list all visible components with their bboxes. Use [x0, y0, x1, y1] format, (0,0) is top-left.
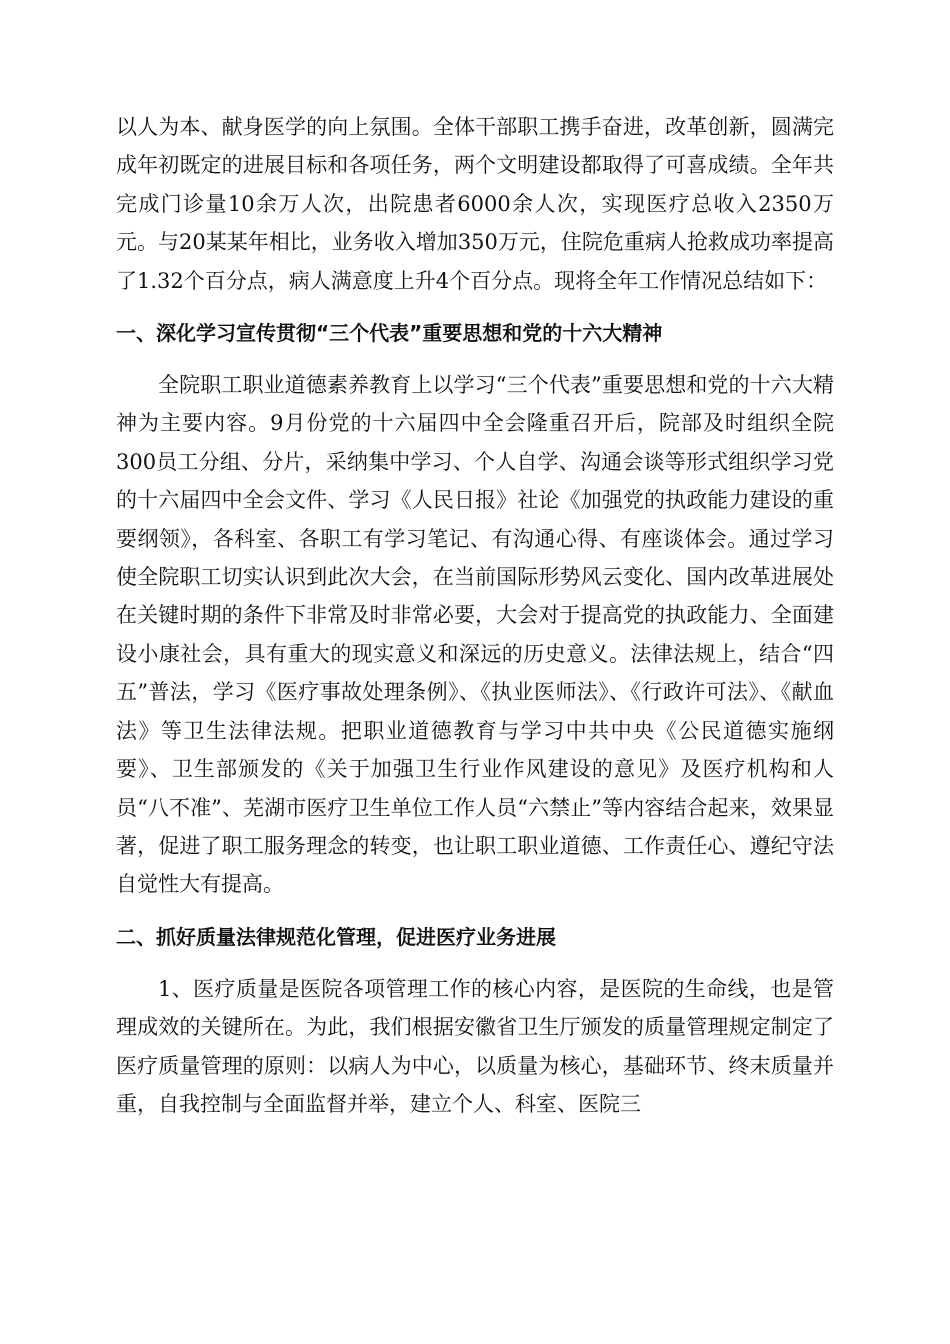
document-body — [116, 108, 834, 1123]
section-2-paragraph: 1、医疗质量是医院各项管理工作的核心内容，是医院的生命线，也是管理成效的关键所在。为此，我们根据安徽省卫生厅颁发的质量管理规定制定了医疗质量管理的原则：以病人为中心，以质量为核心，基础环节、终末质量并重，自我控制与全面监督并举，建立个人、科室、医院三 — [116, 976, 834, 1116]
section-1-paragraph: 全院职工职业道德素养教育上以学习“三个代表”重要思想和党的十六大精神为主要内容。9月份党的十六届四中全会隆重召开后，院部及时组织全院300员工分组、分片，采纳集中学习、个人自学、沟通会谈等形式组织学习党的十六届四中全会文件、学习《人民日报》社论《加强党的执政能力建设的重要纲领》，各科室、各职工有学习笔记、有沟通心得、有座谈体会。通过学习使全院职工切实认识到此次大会，在当前国际形势风云变化、国内改革进展处在关键时期的条件下非常及时非常必要，大会对于提高党的执政能力、全面建设小康社会，具有重大的现实意义和深远的历史意义。法律法规上，结合“四五”普法，学习《医疗事故处理条例》、《执业医师法》、《行政许可法》、《献血法》等卫生法律法规。把职业道德教育与学习中共中央《公民道德实施纲要》、卫生部颁发的《关于加强卫生行业作风建设的意见》及医疗机构和人员“八不准”、芜湖市医疗卫生单位工作人员“六禁止”等内容结合起来，效果显著，促进了职工服务理念的转变，也让职工职业道德、工作责任心、遵纪守法自觉性大有提高。 — [116, 373, 834, 897]
section-heading-1: 一、深化学习宣传贯彻“三个代表”重要思想和党的十六大精神 — [116, 321, 663, 346]
section-heading-2: 二、抓好质量法律规范化管理，促进医疗业务进展 — [116, 924, 556, 949]
intro-paragraph: 以人为本、献身医学的向上氛围。全体干部职工携手奋进，改革创新，圆满完成年初既定的进展目标和各项任务，两个文明建设都取得了可喜成绩。全年共完成门诊量10余万人次，出院患者6000余人次，实现医疗总收入2350万元。与20某某年相比，业务收入增加350万元，住院危重病人抢救成功率提高了1.32个百分点，病人满意度上升4个百分点。现将全年工作情况总结如下： — [116, 115, 834, 293]
